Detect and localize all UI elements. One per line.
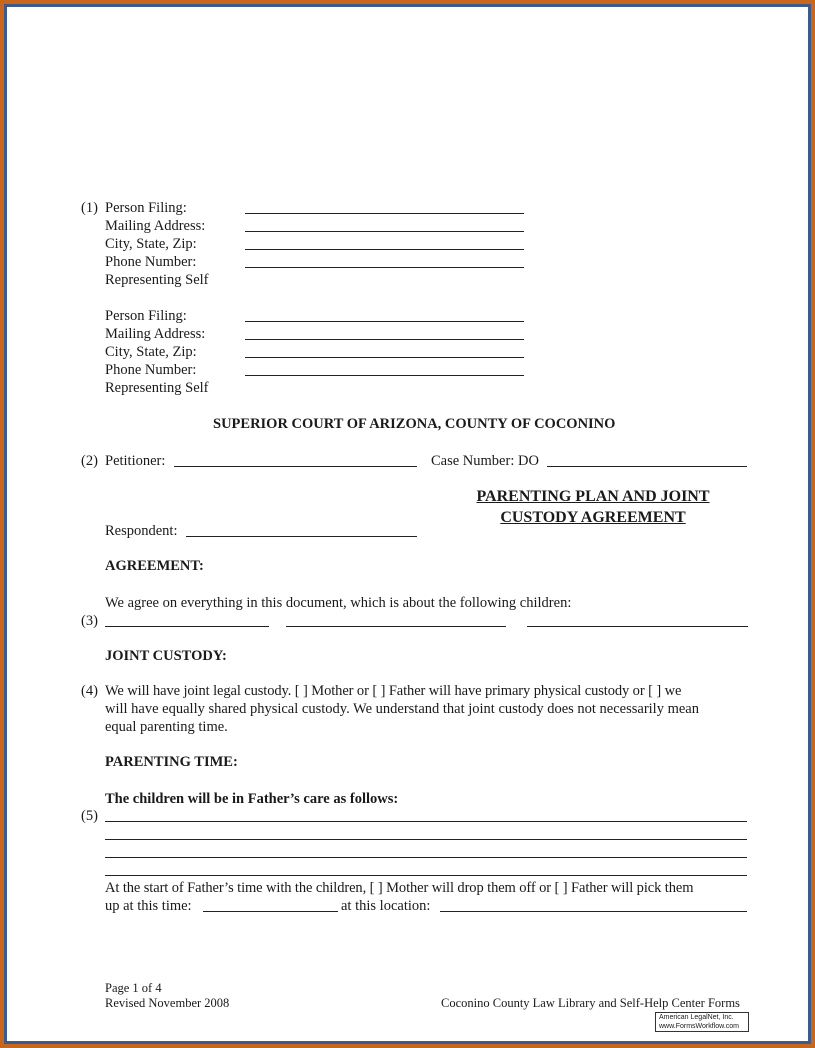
exchange-location-label: at this location: bbox=[341, 898, 431, 914]
mailing-address-label: Mailing Address: bbox=[105, 218, 206, 234]
agreement-text: We agree on everything in this document, which is about the following children: bbox=[105, 595, 572, 611]
fathers-care-field-line-3[interactable] bbox=[105, 857, 747, 858]
section-number-4: (4) bbox=[81, 683, 98, 699]
phone-number-label-2: Phone Number: bbox=[105, 362, 197, 378]
document-title-line2: CUSTODY AGREEMENT bbox=[500, 509, 686, 526]
footer-source: Coconino County Law Library and Self-Help Center Forms bbox=[441, 996, 740, 1010]
section-number-2: (2) bbox=[81, 453, 98, 469]
court-heading: SUPERIOR COURT OF ARIZONA, COUNTY OF COCONINO bbox=[213, 416, 616, 432]
person-filing-label: Person Filing: bbox=[105, 200, 187, 216]
legalnet-stamp bbox=[655, 1012, 749, 1032]
mailing-address-field-2[interactable] bbox=[245, 339, 524, 340]
joint-custody-heading: JOINT CUSTODY: bbox=[105, 648, 227, 664]
city-state-zip-field-2[interactable] bbox=[245, 357, 524, 358]
fathers-care-field-line-1[interactable] bbox=[105, 821, 747, 822]
joint-custody-text-line2: will have equally shared physical custody. We understand that joint custody does not necessarily mean bbox=[105, 701, 699, 717]
page-number: Page 1 of 4 bbox=[105, 981, 162, 995]
mailing-address-field[interactable] bbox=[245, 231, 524, 232]
fathers-care-field-line-2[interactable] bbox=[105, 839, 747, 840]
exchange-time-label: up at this time: bbox=[105, 898, 192, 914]
joint-custody-text-line1: We will have joint legal custody. [ ] Mother or [ ] Father will have primary physical custody or [ ] we bbox=[105, 683, 682, 699]
respondent-label: Respondent: bbox=[105, 523, 178, 539]
person-filing-label-2: Person Filing: bbox=[105, 308, 187, 324]
representing-self-label-2: Representing Self bbox=[105, 380, 209, 396]
stamp-line-1: American LegalNet, Inc. bbox=[659, 1014, 734, 1021]
exchange-location-field[interactable] bbox=[440, 911, 747, 912]
child-name-field-1[interactable] bbox=[105, 626, 269, 627]
city-state-zip-label-2: City, State, Zip: bbox=[105, 344, 197, 360]
revised-date: Revised November 2008 bbox=[105, 996, 230, 1010]
exchange-text-line1: At the start of Father’s time with the children, [ ] Mother will drop them off or [ ] Father will pick them bbox=[105, 880, 694, 896]
petitioner-label: Petitioner: bbox=[105, 453, 166, 469]
stamp-line-2: www.FormsWorkflow.com bbox=[659, 1022, 739, 1030]
document-title-line1: PARENTING PLAN AND JOINT bbox=[476, 488, 710, 505]
agreement-heading: AGREEMENT: bbox=[105, 558, 204, 574]
phone-number-label: Phone Number: bbox=[105, 254, 197, 270]
representing-self-label: Representing Self bbox=[105, 272, 209, 288]
phone-number-field[interactable] bbox=[245, 267, 524, 268]
section-number-5: (5) bbox=[81, 808, 98, 824]
respondent-field[interactable] bbox=[186, 536, 417, 537]
city-state-zip-label: City, State, Zip: bbox=[105, 236, 197, 252]
exchange-time-field[interactable] bbox=[203, 911, 338, 912]
petitioner-field[interactable] bbox=[174, 466, 417, 467]
city-state-zip-field[interactable] bbox=[245, 249, 524, 250]
case-number-field[interactable] bbox=[547, 466, 747, 467]
case-number-label: Case Number: DO bbox=[431, 453, 539, 469]
person-filing-field[interactable] bbox=[245, 213, 524, 214]
fathers-care-field-line-4[interactable] bbox=[105, 875, 747, 876]
person-filing-field-2[interactable] bbox=[245, 321, 524, 322]
joint-custody-text-line3: equal parenting time. bbox=[105, 719, 228, 735]
child-name-field-3[interactable] bbox=[527, 626, 748, 627]
parenting-time-heading: PARENTING TIME: bbox=[105, 754, 238, 770]
mailing-address-label-2: Mailing Address: bbox=[105, 326, 206, 342]
child-name-field-2[interactable] bbox=[286, 626, 506, 627]
section-number-1: (1) bbox=[81, 200, 98, 216]
fathers-care-subheading: The children will be in Father’s care as follows: bbox=[105, 791, 399, 807]
phone-number-field-2[interactable] bbox=[245, 375, 524, 376]
section-number-3: (3) bbox=[81, 613, 98, 629]
